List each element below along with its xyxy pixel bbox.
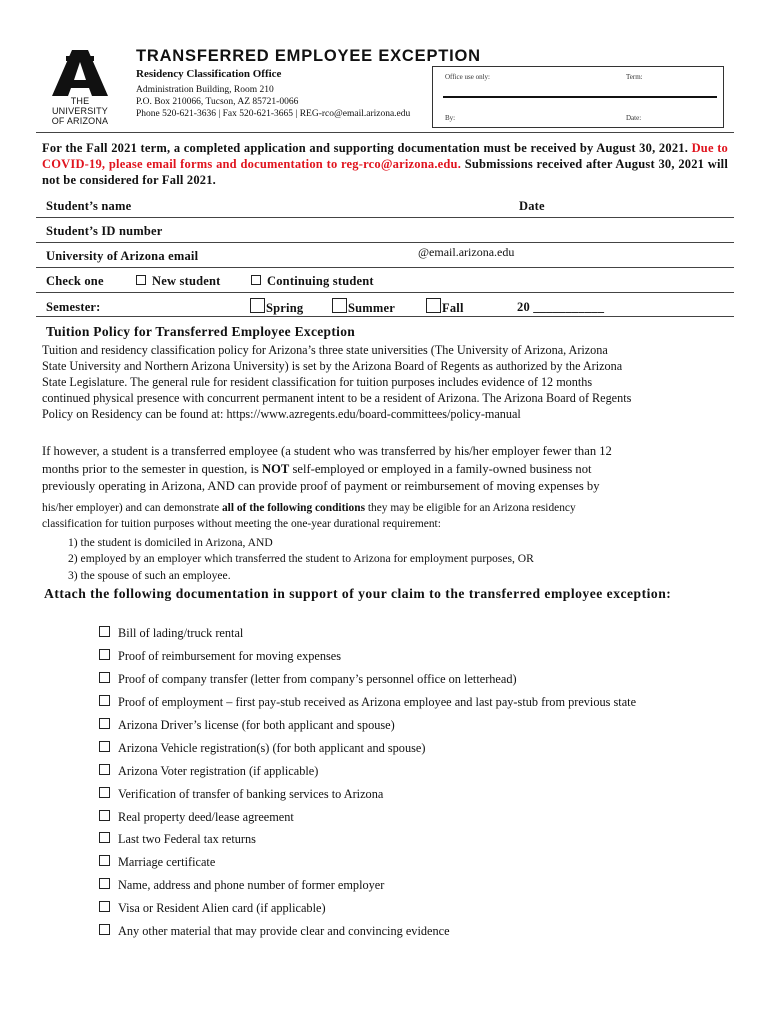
- exception-text: months prior to the semester in question, is: [42, 461, 263, 476]
- doc-checkbox[interactable]: [99, 832, 110, 843]
- new-student-option[interactable]: [136, 274, 221, 289]
- doc-checklist-item[interactable]: [99, 787, 383, 802]
- doc-checkbox[interactable]: [99, 741, 110, 752]
- office-use-line: [443, 96, 717, 98]
- exception-line: If however, a student is a transferred employee (a student who was transferred by his/her employer fewer than 12: [42, 444, 612, 458]
- fall-label: Fall: [442, 301, 464, 315]
- doc-label: Proof of company transfer (letter from company’s personnel office on letterhead): [118, 672, 517, 686]
- doc-label: Proof of reimbursement for moving expenses: [118, 649, 342, 663]
- new-student-checkbox[interactable]: [136, 275, 146, 285]
- doc-label: Any other material that may provide clear and convincing evidence: [118, 924, 450, 938]
- block-a-logo-icon: [52, 50, 108, 96]
- exception-not-emphasis: NOT: [262, 461, 290, 476]
- doc-checklist-item[interactable]: [99, 764, 318, 779]
- doc-label: Arizona Voter registration (if applicable): [118, 764, 319, 778]
- university-logo: [42, 50, 118, 126]
- doc-label: Proof of employment – first pay-stub received as Arizona employee and last pay-stub from previous state: [118, 695, 637, 709]
- doc-label: Verification of transfer of banking services to Arizona: [118, 787, 384, 801]
- continuing-student-option[interactable]: [251, 274, 374, 289]
- exception-text: they may be eligible for an Arizona residency: [365, 502, 576, 514]
- office-name: Residency Classification Office: [136, 68, 282, 80]
- address-line: Phone 520-621-3636 | Fax 520-621-3665 | REG-rco@email.arizona.edu: [136, 109, 411, 119]
- condition-item: 1) the student is domiciled in Arizona, AND: [68, 536, 273, 549]
- date-label: Date:: [626, 114, 642, 122]
- exception-paragraph: [42, 443, 728, 496]
- spring-checkbox[interactable]: [250, 298, 265, 313]
- summer-checkbox[interactable]: [332, 298, 347, 313]
- doc-checklist-item[interactable]: [99, 741, 425, 756]
- doc-label: Visa or Resident Alien card (if applicable): [118, 901, 326, 915]
- policy-line: continued physical presence with concurrent permanent intent to be a resident of Arizona. The Arizona Board of Regents: [42, 391, 632, 405]
- exception-line: previously operating in Arizona, AND can provide proof of payment or reimbursement of moving expenses by: [42, 479, 600, 493]
- term-label: Term:: [626, 73, 643, 81]
- new-student-label: New student: [152, 274, 221, 288]
- doc-label: Name, address and phone number of former employer: [118, 878, 385, 892]
- condition-item: 2) employed by an employer which transferred the student to Arizona for employment purposes, OR: [68, 552, 534, 565]
- policy-heading: Tuition Policy for Transferred Employee Exception: [46, 324, 356, 339]
- continuing-student-checkbox[interactable]: [251, 275, 261, 285]
- student-name-field[interactable]: [36, 217, 734, 218]
- doc-label: Marriage certificate: [118, 855, 216, 869]
- email-domain: @email.arizona.edu: [418, 245, 515, 259]
- doc-checkbox[interactable]: [99, 764, 110, 775]
- divider: [36, 132, 734, 133]
- policy-line: State Legislature. The general rule for resident classification for tuition purposes includes evidence of 12 months: [42, 375, 593, 389]
- fall-option[interactable]: [426, 298, 464, 316]
- policy-line: Policy on Residency can be found at: https://www.azregents.edu/board-committees/policy-manual: [42, 407, 521, 421]
- doc-checkbox[interactable]: [99, 901, 110, 912]
- doc-checklist-item[interactable]: [99, 695, 636, 710]
- doc-checklist-item[interactable]: [99, 855, 215, 870]
- exception-text: his/her employer) and can demonstrate: [42, 502, 222, 514]
- exception-paragraph-cont: [42, 500, 728, 532]
- intro-paragraph: [42, 140, 728, 188]
- doc-checklist-item[interactable]: [99, 901, 326, 916]
- fall-checkbox[interactable]: [426, 298, 441, 313]
- address-line: P.O. Box 210066, Tucson, AZ 85721-0066: [136, 97, 299, 107]
- by-label: By:: [445, 114, 456, 122]
- doc-label: Real property deed/lease agreement: [118, 810, 294, 824]
- office-use-box: [432, 66, 724, 128]
- divider: [36, 292, 734, 293]
- logo-text-line1: THE UNIVERSITY: [51, 96, 108, 116]
- doc-checkbox[interactable]: [99, 672, 110, 683]
- address-line: Administration Building, Room 210: [136, 85, 274, 95]
- doc-checkbox[interactable]: [99, 924, 110, 935]
- exception-line: [42, 500, 728, 516]
- student-id-field[interactable]: [36, 242, 734, 243]
- spring-option[interactable]: [250, 298, 303, 316]
- doc-checkbox[interactable]: [99, 649, 110, 660]
- doc-checkbox[interactable]: [99, 787, 110, 798]
- form-title: TRANSFERRED EMPLOYEE EXCEPTION: [136, 47, 481, 65]
- doc-checkbox[interactable]: [99, 855, 110, 866]
- email-field[interactable]: [36, 267, 734, 268]
- doc-checkbox[interactable]: [99, 718, 110, 729]
- doc-checkbox[interactable]: [99, 878, 110, 889]
- doc-checklist-item[interactable]: [99, 878, 384, 893]
- doc-checklist-item[interactable]: [99, 626, 243, 641]
- doc-checklist-item[interactable]: [99, 649, 341, 664]
- intro-deadline: For the Fall 2021 term, a completed application and supporting documentation must be received by August 30, 2021.: [42, 141, 689, 155]
- condition-item: 3) the spouse of such an employee.: [68, 569, 231, 582]
- doc-checkbox[interactable]: [99, 810, 110, 821]
- doc-label: Arizona Driver’s license (for both applicant and spouse): [118, 718, 395, 732]
- exception-text: self-employed or employed in a family-owned business not: [289, 461, 592, 476]
- doc-label: Arizona Vehicle registration(s) (for both applicant and spouse): [118, 741, 426, 755]
- exception-line: [42, 461, 728, 479]
- date-field-label: Date: [519, 199, 545, 213]
- intro-late-notice: Submissions received after August 30, 2021 will not be considered for Fall 2021.: [42, 157, 729, 187]
- year-field[interactable]: 20 ___________: [517, 300, 605, 314]
- policy-paragraph: [42, 342, 728, 422]
- conditions-emphasis: all of the following conditions: [221, 502, 366, 514]
- semester-label: Semester:: [46, 300, 101, 314]
- doc-checklist-item[interactable]: [99, 718, 395, 733]
- email-label: University of Arizona email: [46, 249, 199, 263]
- spring-label: Spring: [266, 301, 304, 315]
- student-name-label: Student’s name: [46, 199, 132, 213]
- student-id-label: Student’s ID number: [46, 224, 163, 238]
- attach-heading: Attach the following documentation in support of your claim to the transferred employee exception:: [44, 586, 672, 601]
- policy-line: State University and Northern Arizona University) is set by the Arizona Board of Regents as authorized by the Arizona: [42, 359, 623, 373]
- doc-checkbox[interactable]: [99, 695, 110, 706]
- divider: [36, 316, 734, 317]
- intro-covid-notice: Due to COVID-19, please email forms and documentation to reg-rco@arizona.edu.: [42, 141, 729, 171]
- logo-text-line2: OF ARIZONA: [51, 116, 109, 126]
- doc-checklist-item[interactable]: [99, 810, 294, 825]
- doc-checklist-item[interactable]: [99, 672, 517, 687]
- doc-label: Bill of lading/truck rental: [118, 626, 244, 640]
- summer-label: Summer: [348, 301, 396, 315]
- doc-checklist-item[interactable]: [99, 832, 256, 847]
- doc-checklist-item[interactable]: [99, 924, 450, 939]
- summer-option[interactable]: [332, 298, 395, 316]
- check-one-label: Check one: [46, 274, 104, 288]
- policy-line: Tuition and residency classification policy for Arizona’s three state universities (The University of Arizona, Arizona: [42, 343, 608, 357]
- doc-checkbox[interactable]: [99, 626, 110, 637]
- exception-line: classification for tuition purposes without meeting the one-year durational requirement:: [42, 518, 441, 530]
- continuing-student-label: Continuing student: [267, 274, 374, 288]
- doc-label: Last two Federal tax returns: [118, 832, 256, 846]
- office-use-label: Office use only:: [445, 73, 490, 81]
